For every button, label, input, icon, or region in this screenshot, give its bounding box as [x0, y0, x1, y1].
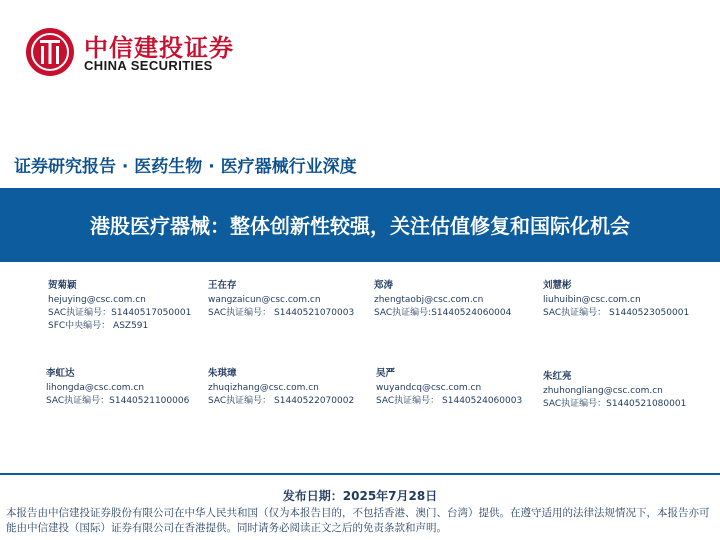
analyst-card — [374, 279, 511, 320]
analyst-sac-number: SAC执证编号:S1440524060004 — [374, 308, 512, 318]
disclaimer-text: 本报告由中信建投证券股份有限公司在中华人民共和国（仅为本报告目的，不包括香港、澳门、台湾）提供。在遵守适用的法律法规情况下，本报告亦可能由中信建投（国际）证券有限公司在香港提供。同时请务必阅读正文之后的免责条款和声明。 — [6, 507, 710, 534]
analyst-card — [48, 279, 191, 333]
analyst-email: wangzaicun@csc.com.cn — [208, 295, 321, 305]
analyst-email: liuhuibin@csc.com.cn — [543, 295, 641, 305]
analyst-email: zhuqizhang@csc.com.cn — [208, 383, 319, 393]
analyst-sac-number: SAC执证编号： S1440524060003 — [376, 396, 523, 406]
analyst-name: 朱琪璋 — [208, 368, 237, 379]
report-category: 证券研究报告 · 医药生物 · 医疗器械行业深度 — [14, 157, 357, 177]
analyst-card — [208, 279, 354, 320]
citic-logo-icon — [24, 26, 76, 78]
analyst-sac-number: SAC执证编号：S1440521080001 — [543, 399, 687, 409]
analyst-sfc-number: SFC中央编号： ASZ591 — [48, 321, 149, 331]
report-title: 港股医疗器械：整体创新性较强，关注估值修复和国际化机会 — [90, 214, 630, 238]
analyst-email: lihongda@csc.com.cn — [46, 383, 145, 393]
analyst-sac-number: SAC执证编号： S1440522070002 — [208, 396, 355, 406]
title-banner — [0, 188, 720, 262]
analyst-card — [208, 367, 354, 408]
analyst-email: hejuying@csc.com.cn — [48, 295, 146, 305]
analyst-email: wuyandcq@csc.com.cn — [376, 383, 482, 393]
analyst-email: zhuhongliang@csc.com.cn — [543, 386, 663, 396]
analyst-sac-number: SAC执证编号： S1440523050001 — [543, 308, 690, 318]
release-date: 发布日期：2025年7月28日 — [282, 489, 438, 503]
analyst-card — [543, 279, 689, 320]
analyst-card — [376, 367, 522, 408]
analyst-sac-number: SAC执证编号：S1440521100006 — [46, 396, 190, 406]
analyst-sac-number: SAC执证编号：S1440517050001 — [48, 308, 192, 318]
analyst-card — [543, 370, 686, 411]
analyst-card — [46, 367, 189, 408]
analyst-name: 郑涛 — [374, 280, 394, 291]
company-name-en: CHINA SECURITIES — [84, 58, 213, 73]
analyst-name: 王在存 — [208, 280, 237, 291]
company-name-cn: 中信建投证券 — [84, 34, 234, 62]
company-logo — [24, 24, 244, 80]
analyst-email: zhengtaobj@csc.com.cn — [374, 295, 484, 305]
analyst-name: 吴严 — [376, 368, 396, 379]
analyst-name: 李虹达 — [46, 368, 75, 379]
analyst-sac-number: SAC执证编号： S1440521070003 — [208, 308, 355, 318]
analyst-name: 贺菊颖 — [48, 280, 77, 291]
footer-divider — [0, 473, 720, 475]
analyst-name: 朱红亮 — [543, 371, 572, 382]
analyst-name: 刘慧彬 — [543, 280, 572, 291]
